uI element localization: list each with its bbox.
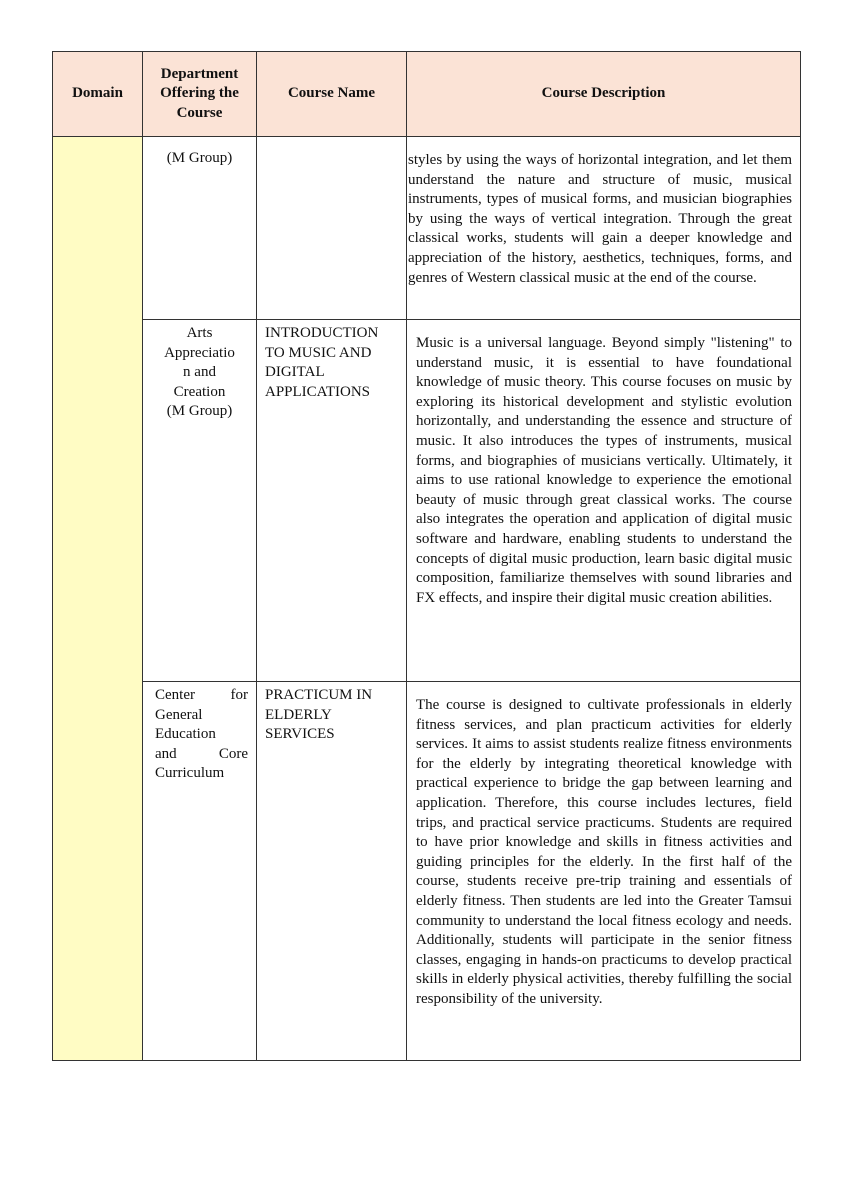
department-line: Education [155,726,216,743]
department-cell: (M Group) [143,137,257,320]
header-department: Department Offering the Course [143,52,257,137]
course-description-cell: styles by using the ways of horizontal integration, and let them understand the nature and structure of music, musical instruments, types of musical forms, and musician biographies by using the ways of vertical integration. Through the great classical works, students will gain a deeper knowledge and appreciation of the history, aesthetics, techniques, forms, and genres of Western classical music at the end of the course. [407,137,801,320]
table-row [53,682,801,1061]
header-domain: Domain [53,52,143,137]
course-name-cell: INTRODUCTION TO MUSIC AND DIGITAL APPLICATIONS [257,320,407,682]
department-line: Curriculum [155,765,225,782]
department-line: Arts [186,325,213,341]
header-course-name: Course Name [257,52,407,137]
header-course-description: Course Description [407,52,801,137]
department-line: n and [183,364,216,381]
department-line: and Core [155,745,248,762]
domain-cell [53,137,143,1061]
table-row [53,320,801,682]
course-description-cell: The course is designed to cultivate professionals in elderly fitness services, and plan practicum activities for elderly services. It aims to assist students realize fitness environments for the elderly by integrating theoretical knowledge with practical experience to bridge the gap between learning and application. Therefore, this course includes lectures, field trips, and practical service practicums. Students are required to have prior knowledge and skills in fitness activities and guiding principles for the elderly. In the first half of the course, students receive pre-trip training and essentials of elderly fitness. Then students are led into the Greater Tamsui community to understand the local fitness ecology and needs. Additionally, students will participate in the senior fitness classes, engaging in hands-on practicums to develop practical skills in elderly physical activities, thereby fulfilling the social responsibility of the university. [407,682,801,1061]
course-description-cell: Music is a universal language. Beyond simply "listening" to understand music, it is essential to have foundational knowledge of music theory. This course focuses on music by exploring its historical development and stylistic evolution horizontally, and understanding the essence and structure of music. It also introduces the types of instruments, musical forms, and biographies of musicians vertically. Ultimately, it aims to use rational knowledge to experience the emotional beauty of music through great classical works. The course also integrates the operation and application of digital music software and hardware, enabling students to understand the concepts of digital music production, learn basic digital music composition, familiarize themselves with sound libraries and FX effects, and inspire their digital music creation abilities. [407,320,801,682]
department-line: Center for [155,687,248,703]
course-name-cell [257,137,407,320]
department-cell [143,682,257,1061]
department-line: Appreciatio [164,344,235,361]
department-line: (M Group) [166,403,233,420]
header-row [53,52,801,137]
department-line: Creation [173,383,226,400]
course-name-cell: PRACTICUM IN ELDERLY SERVICES [257,682,407,1061]
course-table [52,51,801,1061]
table-row [53,137,801,320]
department-cell [143,320,257,682]
department-line: General [155,706,203,723]
